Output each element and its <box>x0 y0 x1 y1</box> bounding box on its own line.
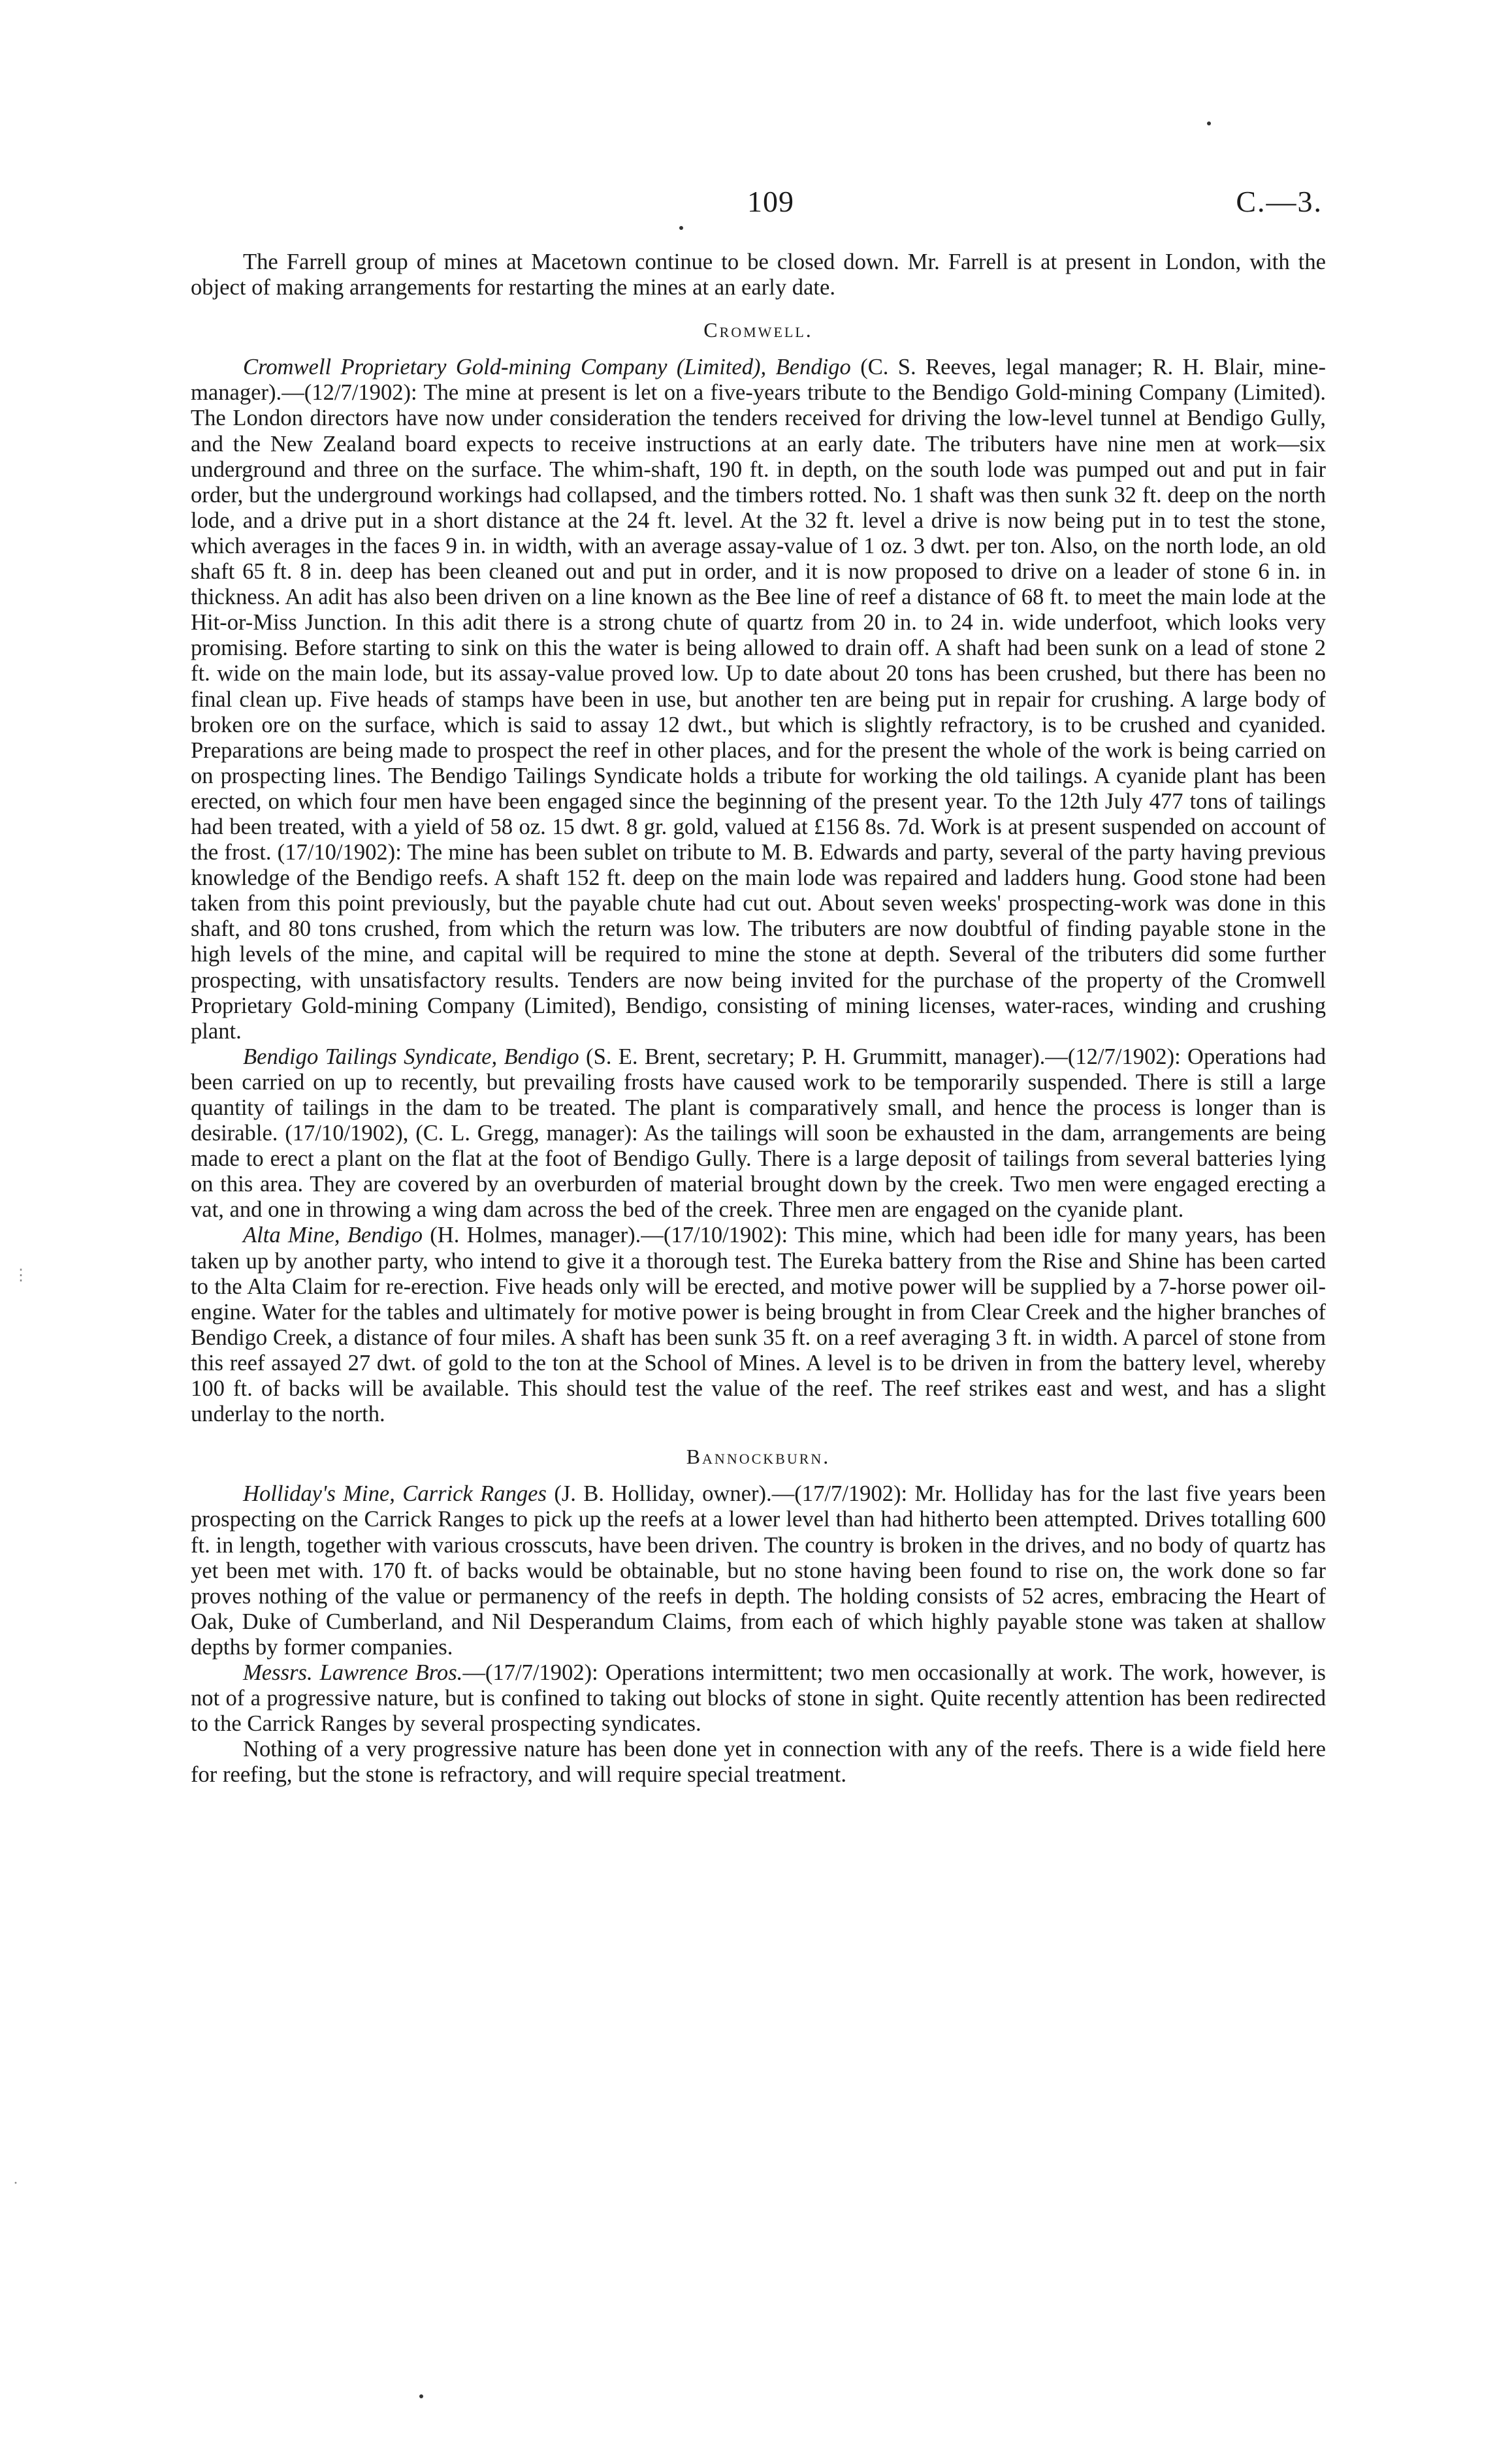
ink-speck <box>419 2394 423 2398</box>
document-reference: C.—3. <box>1236 185 1323 218</box>
entry-text: (C. S. Reeves, legal manager; R. H. Blair, mine-manager).—(12/7/1902): The mine at present is let on a five-years tribute to the Bendigo Gold-mining Company (Limited). The London directors have now under consideration the tenders received for driving the low-level tunnel at Bendigo Gully, and the New Zealand board expects to receive instructions at an early date. The tributers have nine men at work—six underground and three on the surface. The whim-shaft, 190 ft. in depth, on the south lode was pumped out and put in fair order, but the underground workings had collapsed, and the timbers rotted. No. 1 shaft was then sunk 32 ft. deep on the north lode, and a drive put in a short distance at the 24 ft. level. At the 32 ft. level a drive is now being put in to test the stone, which averages in the faces 9 in. in width, with an average assay-value of 1 oz. 3 dwt. per ton. Also, on the north lode, an old shaft 65 ft. 8 in. deep has been cleaned out and put in order, and it is now proposed to drive on a leader of stone 6 in. in thickness. An adit has also been driven on a line known as the Bee line of reef a distance of 68 ft. to meet the main lode at the Hit-or-Miss Junction. In this adit there is a strong chute of quartz from 20 in. to 24 in. wide underfoot, which looks very promising. Before starting to sink on this the water is being allowed to drain off. A shaft had been sunk on a lead of stone 2 ft. wide on the main lode, but its assay-value proved low. Up to date about 20 tons has been crushed, but there has been no final clean up. Five heads of stamps have been in use, but another ten are being put in repair for crushing. A large body of broken ore on the surface, which is said to assay 12 dwt., but which is slightly refractory, is to be crushed and cyanided. Preparations are being made to prospect the reef in other places, and for the present the whole of the work is being carried on on prospecting lines. The Bendigo Tailings Syndicate holds a tribute for working the old tailings. A cyanide plant has been erected, on which four men have been engaged since the beginning of the present year. To the 12th July 477 tons of tailings had been treated, with a yield of 58 oz. 15 dwt. 8 gr. gold, valued at £156 8s. 7d. Work is at present suspended on account of the frost. (17/10/1902): The mine has been sublet on tribute to M. B. Edwards and party, several of the party having previous knowledge of the Bendigo reefs. A shaft 152 ft. deep on the main lode was repaired and ladders hung. Good stone had been taken from this point previously, but the payable chute had cut out. About seven weeks' prospecting-work was done in this shaft, and 80 tons crushed, from which the return was low. The tributers are now doubtful of finding payable stone in the high levels of the mine, and capital will be required to mine the stone at depth. Several of the tributers did some further prospecting, with unsatisfactory results. Tenders are now being invited for the purchase of the property of the Cromwell Proprietary Gold-mining Company (Limited), Bendigo, consisting of mining licenses, water-races, winding and crushing plant. <box>191 355 1326 1044</box>
section-heading-cromwell: Cromwell. <box>703 318 813 342</box>
entry-text: (H. Holmes, manager).—(17/10/1902): This mine, which had been idle for many years, has been taken up by another party, who intend to give it a thorough test. The Eureka battery from the Rise and Shine has been carted to the Alta Claim for re-erection. Five heads only will be erected, and motive power will be supplied by a 7-horse power oil-engine. Water for the tables and ultimately for motive power is being brought in from Clear Creek and the higher branches of Bendigo Creek, a distance of four miles. A shaft has been sunk 35 ft. on a reef averaging 3 ft. in width. A parcel of stone from this reef assayed 27 dwt. of gold to the ton at the School of Mines. A level is to be driven in from the battery level, whereby 100 ft. of backs will be available. This should test the value of the reef. The reef strikes east and west, and has a slight underlay to the north. <box>191 1223 1327 1427</box>
entry-text: (J. B. Holliday, owner).—(17/7/1902): Mr. Holliday has for the last five years been prospecting on the Carrick Ranges to pick up the reefs at a lower level than had hitherto been attempted. Drives totalling 600 ft. in length, together with various crosscuts, have been driven. The country is broken in the drives, and no body of quartz has yet been met with. 170 ft. of backs would be obtainable, but no stone having been found to rise on, the work done so far proves nothing of the value or permanency of the reefs in depth. The holding consists of 52 acres, embracing the Heart of Oak, Duke of Cumberland, and Nil Desperandum Claims, from each of which highly payable stone was taken at shallow depths by former companies. <box>191 1481 1327 1660</box>
entry-name: Alta Mine, Bendigo <box>243 1223 423 1248</box>
entry-name: Bendigo Tailings Syndicate, Bendigo <box>243 1044 579 1069</box>
entry-paragraph <box>191 1044 1326 1223</box>
entry-paragraph <box>191 1481 1326 1660</box>
entry-paragraph <box>191 1660 1326 1737</box>
entry-paragraph <box>191 355 1326 1044</box>
entry-text: (S. E. Brent, secretary; P. H. Grummitt, manager).—(12/7/1902): Operations had been carried on up to recently, but prevailing frosts have caused work to be temporarily suspended. There is still a large quantity of tailings in the dam to be treated. The plant is comparatively small, and hence the process is longer than is desirable. (17/10/1902), (C. L. Gregg, manager): As the tailings will soon be exhausted in the dam, arrangements are being made to erect a plant on the flat at the foot of Bendigo Gully. There is a large deposit of tailings from several batteries lying on this area. They are covered by an overburden of material brought down by the creek. Two men were engaged erecting a vat, and one in throwing a wing dam across the bed of the creek. Three men are engaged on the cyanide plant. <box>191 1044 1327 1223</box>
margin-mark: ⋮ <box>13 1267 29 1284</box>
entry-text: —(17/7/1902): Operations intermittent; two men occasionally at work. The work, however, is not of a progressive nature, but is confined to taking out blocks of stone in sight. Quite recently attention has been redirected to the Carrick Ranges by several prospecting syndicates. <box>191 1660 1327 1737</box>
entry-name: Cromwell Proprietary Gold-mining Company (Limited), Bendigo <box>243 355 851 380</box>
page-number: 109 <box>747 185 794 218</box>
ink-speck <box>679 226 683 230</box>
entry-name: Holliday's Mine, Carrick Ranges <box>243 1481 547 1507</box>
margin-mark: · <box>13 2175 18 2192</box>
entry-name: Messrs. Lawrence Bros. <box>243 1660 463 1685</box>
section-heading-bannockburn: Bannockburn. <box>686 1445 831 1469</box>
document-body <box>191 249 1326 1788</box>
closing-paragraph: Nothing of a very progressive nature has been done yet in connection with any of the reefs. There is a wide field here for reefing, but the stone is refractory, and will require special treatment. <box>191 1737 1326 1788</box>
intro-paragraph: The Farrell group of mines at Macetown continue to be closed down. Mr. Farrell is at present in London, with the object of making arrangements for restarting the mines at an early date. <box>191 249 1326 300</box>
entry-paragraph <box>191 1223 1326 1427</box>
ink-speck <box>1207 121 1211 125</box>
